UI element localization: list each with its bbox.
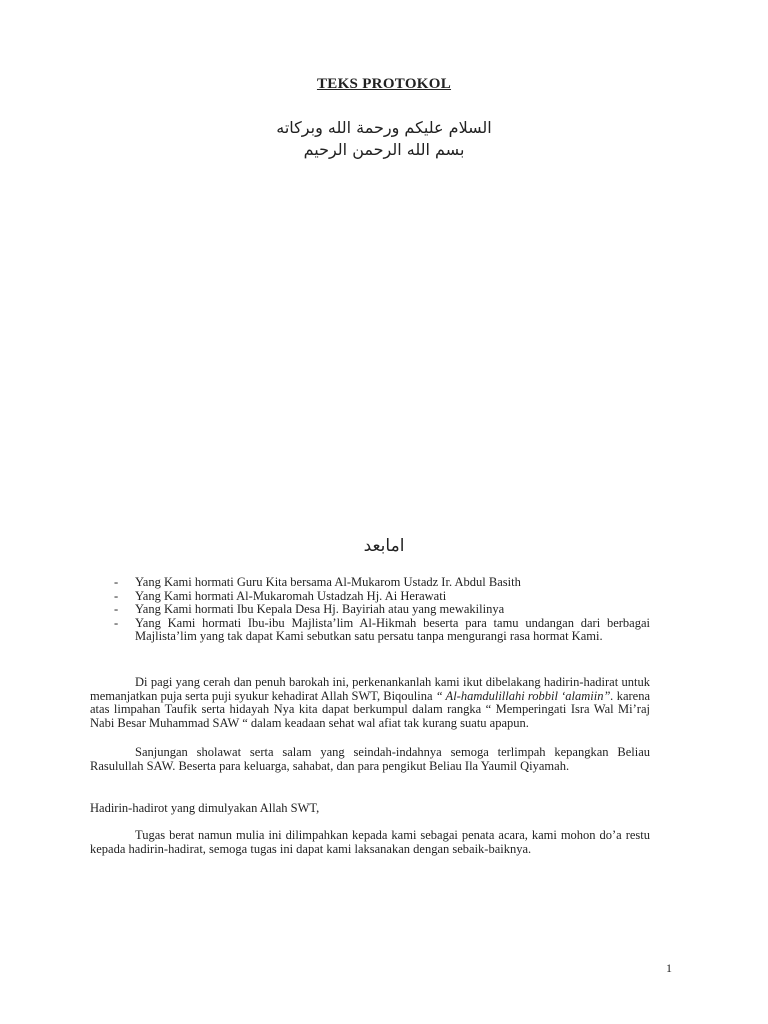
list-dash: - xyxy=(114,615,119,630)
list-item xyxy=(114,576,650,590)
paragraph-sholawat: Sanjungan sholawat serta salam yang seindah-indahnya semoga terlimpah kepangkan Beliau Rasulullah SAW. Beserta para keluarga, sahabat, dan para pengikut Beliau Ila Yaumil Qiyamah. xyxy=(90,745,650,773)
paragraph-address: Hadirin-hadirot yang dimulyakan Allah SWT, xyxy=(90,801,320,815)
list-dash: - xyxy=(114,575,119,589)
salam-greeting-arabic: السلام عليكم ورحمة الله وبركاته xyxy=(276,118,492,137)
list-item-text: Yang Kami hormati Guru Kita bersama Al-Mukarom Ustadz Ir. Abdul Basith xyxy=(135,575,521,589)
document-title: TEKS PROTOKOL xyxy=(316,76,452,92)
honorifics-list xyxy=(114,576,650,644)
paragraph-opening xyxy=(90,676,650,730)
paragraph-opening-text-a: Di pagi yang cerah dan penuh barokah ini, perkenankanlah kami ikut dibelakang hadirin-hadirat untuk memanjatkan puja serta puji syukur kehadirat Allah SWT, Biqoulina xyxy=(90,675,650,703)
list-item xyxy=(114,603,650,617)
basmalah-arabic: بسم الله الرحمن الرحيم xyxy=(303,140,465,159)
paragraph-opening-italic: “ Al-hamdulillahi robbil ‘alamiin”. xyxy=(435,688,614,703)
list-item xyxy=(114,590,650,604)
page-number: 1 xyxy=(666,961,672,975)
list-dash: - xyxy=(114,602,119,616)
list-dash: - xyxy=(114,588,119,603)
paragraph-opening-text-b: karena atas limpahan Taufik serta hidayah Nya kita dapat berkumpul dalam rangka “ Memperingati Isra Wal Mi’raj Nabi Besar Muhammad SAW “ dalam keadaan sehat wal afiat tak kurang suatu apapun. xyxy=(90,688,650,730)
list-item-text: Yang Kami hormati Ibu Kepala Desa Hj. Bayiriah atau yang mewakilinya xyxy=(135,602,505,616)
list-item-text: Yang Kami hormati Al-Mukaromah Ustadzah Hj. Ai Herawati xyxy=(135,588,447,603)
list-item xyxy=(114,617,650,644)
list-item-text: Yang Kami hormati Ibu-ibu Majlista’lim Al-Hikmah beserta para tamu undangan dari berbagai Majlista’lim yang tak dapat Kami sebutkan satu persatu tanpa mengurangi rasa hormat Kami. xyxy=(135,615,650,643)
paragraph-closing: Tugas berat namun mulia ini dilimpahkan kepada kami sebagai penata acara, kami mohon do’a restu kepada hadirin-hadirat, semoga tugas ini dapat kami laksanakan dengan sebaik-baiknya. xyxy=(90,828,650,856)
amma-badu-arabic: امابعد xyxy=(363,536,405,556)
